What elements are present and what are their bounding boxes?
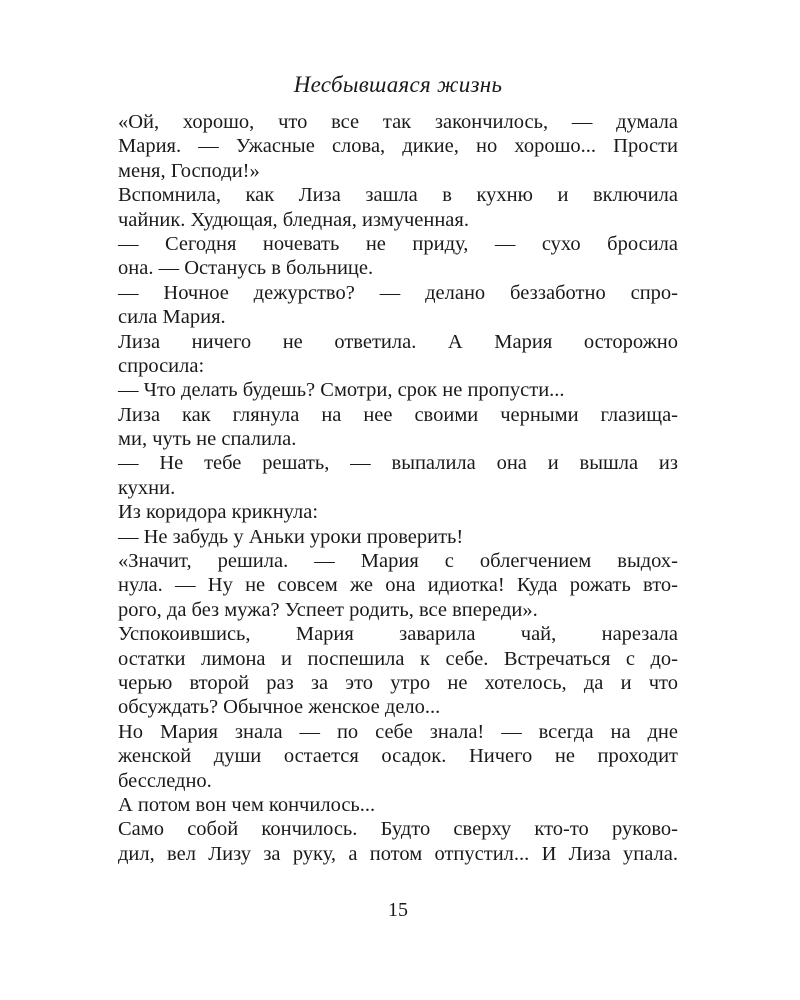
page-number: 15	[388, 899, 408, 921]
text-line: ми, чуть не спалила.	[118, 428, 297, 451]
text-line: Само собой кончилось. Будто сверху кто-то руково-	[118, 818, 678, 841]
text-line: черью второй раз за это утро не хотелось, да и что	[118, 671, 678, 694]
text-line: обсуждать? Обычное женское дело...	[118, 696, 441, 719]
text-line: сила Мария.	[118, 306, 226, 329]
text-line: Вспомнила, как Лиза зашла в кухню и включила	[118, 184, 678, 207]
text-line: кухни.	[118, 476, 176, 499]
text-line: — Сегодня ночевать не приду, — сухо бросила	[118, 232, 678, 255]
text-line: Лиза ничего не ответила. А Мария осторожно	[118, 330, 678, 353]
text-line: женской души остается осадок. Ничего не проходит	[118, 745, 678, 768]
text-line: бесследно.	[118, 769, 212, 792]
text-line: чайник. Худющая, бледная, измученная.	[118, 208, 469, 231]
text-line: — Ночное дежурство? — делано беззаботно спро-	[118, 281, 678, 304]
text-body	[118, 110, 678, 866]
text-line: Из коридора крикнула:	[118, 501, 319, 524]
text-line: Мария. — Ужасные слова, дикие, но хорошо... Прости	[118, 135, 678, 158]
text-line: Лиза как глянула на нее своими черными глазища-	[118, 403, 678, 426]
text-line: нула. — Ну не совсем же она идиотка! Куда рожать вто-	[118, 574, 678, 597]
text-line: — Не тебе решать, — выпалила она и вышла из	[118, 452, 678, 475]
text-line: — Не забудь у Аньки уроки проверить!	[118, 525, 464, 548]
text-line: А потом вон чем кончилось...	[118, 793, 376, 816]
text-line: «Ой, хорошо, что все так закончилось, — думала	[118, 111, 678, 133]
text-line: Но Мария знала — по себе знала! — всегда на дне	[118, 720, 678, 743]
text-line: дил, вел Лизу за руку, а потом отпустил... И Лиза упала.	[118, 842, 678, 865]
running-head: Несбывшаяся жизнь	[293, 72, 503, 97]
text-line: рого, да без мужа? Успеет родить, все впереди».	[118, 598, 538, 621]
text-line: остатки лимона и поспешила к себе. Встречаться с до-	[118, 647, 678, 670]
book-page	[118, 70, 678, 970]
text-line: меня, Господи!»	[118, 159, 260, 182]
text-line: «Значит, решила. — Мария с облегчением выдох-	[118, 550, 678, 573]
text-line: Успокоившись, Мария заварила чай, нарезала	[118, 623, 678, 646]
text-line: спросила:	[118, 354, 205, 377]
text-line: — Что делать будешь? Смотри, срок не пропусти...	[118, 379, 565, 402]
text-line: она. — Останусь в больнице.	[118, 257, 374, 280]
